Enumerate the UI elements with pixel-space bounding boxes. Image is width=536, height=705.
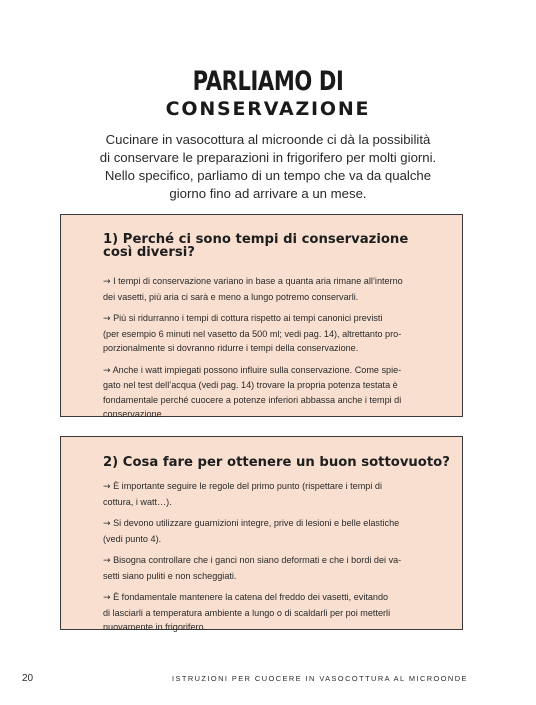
bullet-line: cottura, i watt…).	[103, 496, 172, 507]
box-heading-line: così diversi?	[103, 245, 195, 260]
bullet-line: (per esempio 6 minuti nel vasetto da 500 ml; vedi pag. 14), altrettanto pro-	[103, 328, 402, 339]
running-title: ISTRUZIONI PER CUOCERE IN VASOCOTTURA AL MICROONDE	[172, 674, 468, 683]
bullet-line: gato nel test dell’acqua (vedi pag. 14) trovare la propria potenza testata è	[103, 380, 398, 390]
bullet-line: di lasciarli a temperatura ambiente a lungo o di scaldarli per poi metterli	[103, 607, 391, 618]
arrow-right-icon: →	[103, 365, 111, 376]
info-box-conservation-times	[60, 214, 463, 417]
page-title-line1: PARLIAMO DI	[192, 66, 344, 97]
bullet-line: Si devono utilizzare guarnizioni integre, prive di lesioni e belle elastiche	[113, 518, 400, 528]
intro-line: Cucinare in vasocottura al microonde ci dà la possibilità	[105, 132, 431, 147]
arrow-right-icon: →	[103, 277, 111, 287]
box-heading-line: 1) Perché ci sono tempi di conservazione	[103, 232, 409, 247]
arrow-right-icon: →	[103, 519, 111, 529]
bullet-line: fondamentale perché cuocere a potenze inferiori abbassa anche i tempi di	[103, 394, 402, 405]
bullet-line: nuovamente in frigorifero.	[103, 622, 207, 632]
bullet-line: Più si ridurranno i tempi di cottura rispetto ai tempi canonici previsti	[113, 313, 383, 323]
intro-line: giorno fino ad arrivare a un mese.	[169, 186, 367, 201]
bullet-item	[103, 590, 433, 635]
arrow-right-icon: →	[103, 482, 111, 492]
bullet-line: Anche i watt impiegati possono influire sulla conservazione. Come spie-	[112, 364, 402, 375]
bullet-line: setti siano puliti e non scheggiati.	[103, 570, 237, 581]
box-heading	[103, 456, 450, 469]
bullet-item	[103, 363, 433, 422]
bullet-line: È fondamentale mantenere la catena del freddo dei vasetti, evitando	[113, 592, 389, 602]
bullet-line: I tempi di conservazione variano in base a quanta aria rimane all’interno	[113, 276, 403, 286]
bullet-line: È importante seguire le regole del primo punto (rispettare i tempi di	[113, 481, 382, 491]
arrow-right-icon: →	[103, 556, 111, 566]
arrow-right-icon: →	[103, 593, 111, 603]
bullet-line: conservazione.	[103, 409, 165, 419]
bullet-item	[103, 311, 433, 356]
box-heading-line: 2) Cosa fare per ottenere un buon sottovuoto?	[103, 455, 450, 470]
box-heading	[103, 233, 408, 259]
info-box-vacuum-seal	[60, 436, 463, 630]
bullet-item	[103, 274, 433, 304]
page-number: 20	[22, 673, 34, 684]
bullet-item	[103, 553, 433, 583]
intro-line: di conservare le preparazioni in frigorifero per molti giorni.	[99, 150, 437, 165]
intro-paragraph	[90, 131, 446, 203]
bullet-line: dei vasetti, più aria ci sarà e meno a lungo potremo conservarli.	[103, 291, 359, 302]
bullet-line: porzionalmente si dovranno ridurre i tempi della conservazione.	[103, 343, 359, 353]
bullet-line: Bisogna controllare che i ganci non siano deformati e che i bordi dei va-	[113, 555, 402, 565]
page-title-line2: CONSERVAZIONE	[165, 98, 371, 120]
bullet-line: (vedi punto 4).	[103, 533, 162, 544]
arrow-right-icon: →	[103, 314, 111, 324]
bullet-item	[103, 479, 433, 509]
intro-line: Nello specifico, parliamo di un tempo che va da qualche	[104, 168, 432, 183]
bullet-list	[103, 274, 433, 429]
bullet-list	[103, 479, 433, 642]
bullet-item	[103, 516, 433, 546]
